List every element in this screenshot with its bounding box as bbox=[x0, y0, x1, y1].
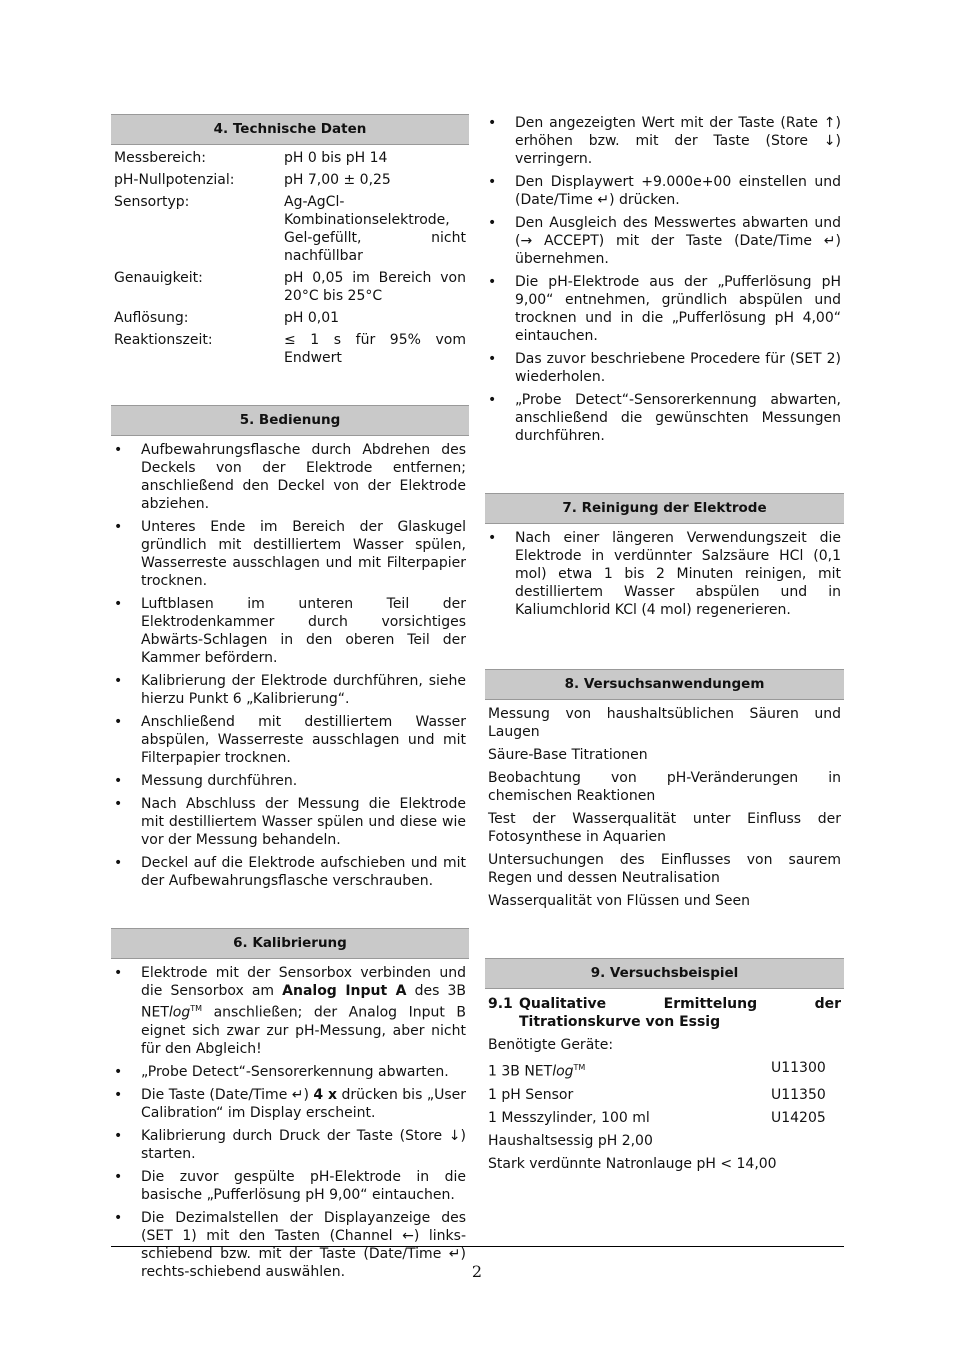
equipment-row: Haushaltsessig pH 2,00 bbox=[488, 1132, 653, 1149]
list-item: • Messung durchführen. bbox=[111, 772, 469, 790]
tech-key: Messbereich: bbox=[114, 150, 207, 166]
list-item: Test der Wasserqualität unter Einfluss der Fotosynthese in Aquarien bbox=[488, 811, 841, 845]
tech-key: pH-Nullpotenzial: bbox=[114, 172, 235, 188]
text-run: 1 3B NET bbox=[488, 1063, 553, 1080]
section-heading-reinigung: 7. Reinigung der Elektrode bbox=[485, 493, 844, 524]
page-number: 2 bbox=[471, 1262, 483, 1281]
equipment-row: Stark verdünnte Natronlauge pH < 14,00 bbox=[488, 1155, 777, 1172]
tech-key: Sensortyp: bbox=[114, 194, 190, 210]
list-item: • Nach Abschluss der Messung die Elektrode mit destilliertem Wasser spülen und diese wie vor der Messung behandeln. bbox=[111, 795, 469, 849]
equipment-code: U11350 bbox=[771, 1086, 826, 1103]
kalibrierung-list-continued bbox=[485, 114, 844, 445]
list-item: • Unteres Ende im Bereich der Glaskugel gründlich mit destilliertem Wasser spülen, Wasserreste ausschlagen und mit Filterpapier trocknen. bbox=[111, 518, 469, 590]
bedienung-list bbox=[111, 441, 469, 890]
subsection-heading bbox=[485, 995, 844, 1031]
list-item: Messung von haushaltsüblichen Säuren und Laugen bbox=[488, 706, 841, 740]
anwendungen-list bbox=[485, 705, 844, 910]
equipment-name: 1 pH Sensor bbox=[488, 1086, 574, 1103]
tech-key: Reaktionszeit: bbox=[114, 332, 213, 348]
tech-value: pH 0,01 bbox=[284, 310, 340, 326]
tech-value: Ag-AgCl-Kombinationselektrode, Gel-gefüllt, nicht nachfüllbar bbox=[284, 194, 466, 264]
tech-value: ≤ 1 s für 95% vom Endwert bbox=[284, 332, 466, 366]
equipment-name: 1 Messzylinder, 100 ml bbox=[488, 1109, 650, 1126]
text-run: des 3B NET bbox=[141, 983, 466, 1021]
tech-key: Genauigkeit: bbox=[114, 270, 203, 286]
list-item: • Die zuvor gespülte pH-Elektrode in die basische „Pufferlösung pH 9,00“ eintauchen. bbox=[111, 1168, 469, 1204]
text-run: anschließen; der Analog Input B eignet sich zwar zur pH-Messung, aber nicht für den Abgleich! bbox=[141, 1004, 466, 1057]
list-item: • „Probe Detect“-Sensorerkennung abwarten. bbox=[111, 1063, 469, 1081]
equipment-intro: Benötigte Geräte: bbox=[488, 1037, 614, 1053]
equipment-code: U14205 bbox=[771, 1109, 826, 1126]
list-item: • Den angezeigten Wert mit der Taste (Rate ↑) erhöhen bzw. mit der Taste (Store ↓) verringern. bbox=[485, 114, 844, 168]
subsection-number: 9.1 bbox=[488, 996, 513, 1012]
tech-row bbox=[111, 331, 469, 367]
equipment-row bbox=[485, 1059, 844, 1081]
equipment-row bbox=[485, 1086, 844, 1104]
list-item: Wasserqualität von Flüssen und Seen bbox=[488, 893, 750, 909]
section-heading-bedienung: 5. Bedienung bbox=[111, 405, 469, 436]
tech-data-table bbox=[111, 149, 469, 367]
list-item: • Nach einer längeren Verwendungszeit die Elektrode in verdünnter Salzsäure HCl (0,1 mol) etwa 1 bis 2 Minuten reinigen, mit destilliertem Wasser abspülen und in Kaliumchlorid KCl (4 mol) regenerieren. bbox=[485, 529, 844, 619]
list-item: • Den Displaywert +9.000e+00 einstellen und (Date/Time ↵) drücken. bbox=[485, 173, 844, 209]
tech-row bbox=[111, 193, 469, 265]
list-item: • Anschließend mit destilliertem Wasser abspülen, Wasserreste ausschlagen und mit Filterpapier trocknen. bbox=[111, 713, 469, 767]
section-heading-technische-daten: 4. Technische Daten bbox=[111, 114, 469, 145]
tech-value: pH 0 bis pH 14 bbox=[284, 150, 388, 166]
bold-text: 4 x bbox=[313, 1086, 338, 1103]
list-item: • Den Ausgleich des Messwertes abwarten und (→ ACCEPT) mit der Taste (Date/Time ↵) übernehmen. bbox=[485, 214, 844, 268]
list-item: Beobachtung von pH-Veränderungen in chemischen Reaktionen bbox=[488, 770, 841, 804]
kalibrierung-list bbox=[111, 964, 469, 1281]
section-heading-versuchsanwendungen: 8. Versuchsanwendungem bbox=[485, 669, 844, 700]
trademark-mark: TM bbox=[190, 1004, 203, 1013]
subsection-title: Qualitative Ermittelung der Titrationskurve von Essig bbox=[519, 996, 841, 1030]
italic-text: log bbox=[552, 1063, 574, 1080]
list-item bbox=[111, 1086, 469, 1122]
left-column bbox=[111, 114, 469, 1286]
tech-row bbox=[111, 149, 469, 167]
list-item: • Luftblasen im unteren Teil der Elektrodenkammer durch vorsichtiges Abwärts-Schlagen in den oberen Teil der Kammer befördern. bbox=[111, 595, 469, 667]
footer-rule bbox=[111, 1246, 844, 1247]
text-run: Elektrode mit der Sensorbox verbinden und die Sensorbox am bbox=[141, 965, 466, 999]
reinigung-list bbox=[485, 529, 844, 619]
list-item: • Die pH-Elektrode aus der „Pufferlösung pH 9,00“ entnehmen, gründlich abspülen und trocknen und in die „Pufferlösung pH 4,00“ eintauchen. bbox=[485, 273, 844, 345]
text-run: drücken bis „User Calibration“ im Display erscheint. bbox=[141, 1086, 466, 1121]
tech-value: pH 0,05 im Bereich von 20°C bis 25°C bbox=[284, 270, 466, 304]
list-item: • Deckel auf die Elektrode aufschieben und mit der Aufbewahrungsflasche verschrauben. bbox=[111, 854, 469, 890]
section-heading-versuchsbeispiel: 9. Versuchsbeispiel bbox=[485, 958, 844, 989]
tech-value: pH 7,00 ± 0,25 bbox=[284, 172, 391, 188]
tech-row bbox=[111, 269, 469, 305]
right-column bbox=[485, 114, 844, 1173]
list-item: • Das zuvor beschriebene Procedere für (SET 2) wiederholen. bbox=[485, 350, 844, 386]
text-run: Die Taste (Date/Time ↵) bbox=[141, 1086, 314, 1103]
equipment-row bbox=[485, 1109, 844, 1127]
section-heading-kalibrierung: 6. Kalibrierung bbox=[111, 928, 469, 959]
list-item: • Aufbewahrungsflasche durch Abdrehen des Deckels von der Elektrode entfernen; anschließend den Deckel von der Elektrode abziehen. bbox=[111, 441, 469, 513]
trademark-mark: TM bbox=[573, 1063, 586, 1072]
list-item: Säure-Base Titrationen bbox=[488, 747, 648, 763]
equipment-name bbox=[488, 1059, 771, 1081]
list-item: Untersuchungen des Einflusses von saurem Regen und dessen Neutralisation bbox=[488, 852, 841, 886]
list-item bbox=[111, 964, 469, 1058]
list-item: • „Probe Detect“-Sensorerkennung abwarten, anschließend die gewünschten Messungen durchführen. bbox=[485, 391, 844, 445]
bold-text: Analog Input A bbox=[282, 983, 407, 999]
list-item: • Kalibrierung durch Druck der Taste (Store ↓) starten. bbox=[111, 1127, 469, 1163]
list-item: • Kalibrierung der Elektrode durchführen, siehe hierzu Punkt 6 „Kalibrierung“. bbox=[111, 672, 469, 708]
tech-key: Auflösung: bbox=[114, 310, 189, 326]
equipment-code: U11300 bbox=[771, 1060, 826, 1076]
italic-text: log bbox=[168, 1004, 191, 1021]
tech-row bbox=[111, 309, 469, 327]
list-item: • Die Dezimalstellen der Displayanzeige des (SET 1) mit den Tasten (Channel ←) links-schiebend bzw. mit der Taste (Date/Time ↵) rechts-schiebend auswählen. bbox=[111, 1209, 469, 1281]
tech-row bbox=[111, 171, 469, 189]
